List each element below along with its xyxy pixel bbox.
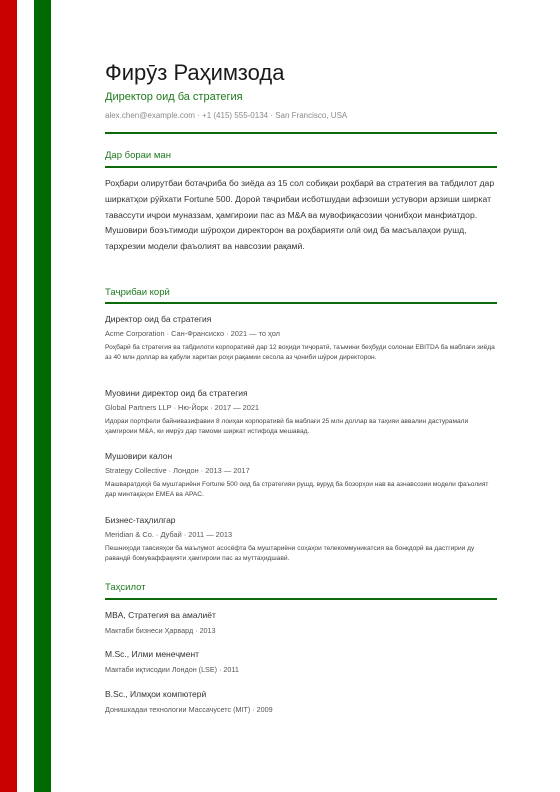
- about-text: Роҳбари олирутбаи ботаҷриба бо зиёда аз 15 сол собиқаи роҳбарӣ ва стратегия ва табдилот дар ширкатҳои рӯйхати Fortune 500. Дороӣ таҷрибаи исботшудаи афзоиши устувори арзиши ширкат тавассути иҷрои муназзам, ҳамгироии пас аз M&A ва мувофиқасозии ҷонибҳои манфиатдор. Мушовири боэътимоди шӯроҳои директорон ва роҳбарияти олӣ оид ба масъалаҳои рушд, тарҳрезии модели фаъолият ва навсозии рақамӣ.: [105, 178, 495, 252]
- education-school: Донишкадаи технологии Массачусетс (MIT) · 2009: [105, 705, 273, 714]
- education-school: Мактаби иқтисодии Лондон (LSE) · 2011: [105, 665, 239, 674]
- experience-description: Машваратдиҳӣ ба муштариёни Fortune 500 оид ба стратегияи рушд, вуруд ба бозорҳои нав ва азнавсозии модели фаъолият дар минтақаҳои EMEA ва APAC.: [105, 481, 489, 499]
- about-divider: [105, 166, 497, 168]
- red-stripe: [0, 0, 17, 792]
- experience-title: Директор оид ба стратегия: [105, 314, 212, 324]
- education-degree: MBA, Стратегия ва амалиёт: [105, 610, 216, 620]
- experience-description: Пешниҳоди тавсияҳои ба маълумот асосёфта ба муштариёни соҳаҳои телекоммуникатсия ва бонкдорӣ ва дастгирии ду равандй бомуваффақияти ҳамгироии пас аз муттаҳидшавӣ.: [105, 545, 475, 563]
- experience-description: Идораи портфели байнивазифавии 8 лоиҳаи корпоративӣ ба маблағи 25 млн доллар ва таҳияи аввалин дастурамали ҳамгироии M&A, ки имрӯз дар тамоми ширкат истифода мешавад.: [105, 418, 469, 436]
- contact-info: alex.chen@example.com · +1 (415) 555-0134 · San Francisco, USA: [105, 111, 348, 120]
- experience-meta: Global Partners LLP · Ню-Йорк · 2017 — 2021: [105, 403, 260, 412]
- experience-item: [105, 388, 497, 438]
- education-divider: [105, 598, 497, 600]
- experience-title: Бизнес-таҳлилгар: [105, 515, 176, 525]
- experience-title: Мушовири калон: [105, 451, 173, 461]
- section-title-education: Таҳсилот: [105, 582, 146, 593]
- experience-item: [105, 515, 497, 565]
- education-school: Мактаби бизнеси Ҳарвард · 2013: [105, 626, 216, 635]
- experience-meta: Strategy Collective · Лондон · 2013 — 2017: [105, 466, 250, 475]
- section-title-experience: Таҷрибаи корӣ: [105, 287, 170, 298]
- section-title-about: Дар бораи ман: [105, 150, 171, 161]
- education-item: [105, 649, 497, 675]
- experience-meta: Meridian & Co. · Дубай · 2011 — 2013: [105, 530, 233, 539]
- green-stripe: [34, 0, 51, 792]
- header-divider: [105, 132, 497, 134]
- person-name: Фирӯз Раҳимзода: [105, 60, 285, 85]
- experience-meta: Acme Corporation · Сан-Франсиско · 2021 — то ҳол: [105, 329, 280, 338]
- education-degree: M.Sc., Илми менеҷмент: [105, 649, 200, 659]
- experience-title: Муовини директор оид ба стратегия: [105, 388, 248, 398]
- education-item: [105, 610, 497, 636]
- experience-item: [105, 451, 497, 501]
- experience-item: [105, 314, 497, 364]
- job-role: Директор оид ба стратегия: [105, 91, 243, 103]
- education-item: [105, 689, 497, 715]
- experience-divider: [105, 302, 497, 304]
- education-degree: B.Sc., Илмҳои компютерӣ: [105, 689, 207, 699]
- experience-description: Роҳбарӣ ба стратегия ва табдилоти корпоративӣ дар 12 воҳиди тиҷоратӣ, таъмини беҳбуди солонаи EBITDA ба маблағи зиёда аз 40 млн доллар ва қабули харитаи роҳи рақамии сесола аз ҷониби шӯрои директорон.: [105, 344, 495, 362]
